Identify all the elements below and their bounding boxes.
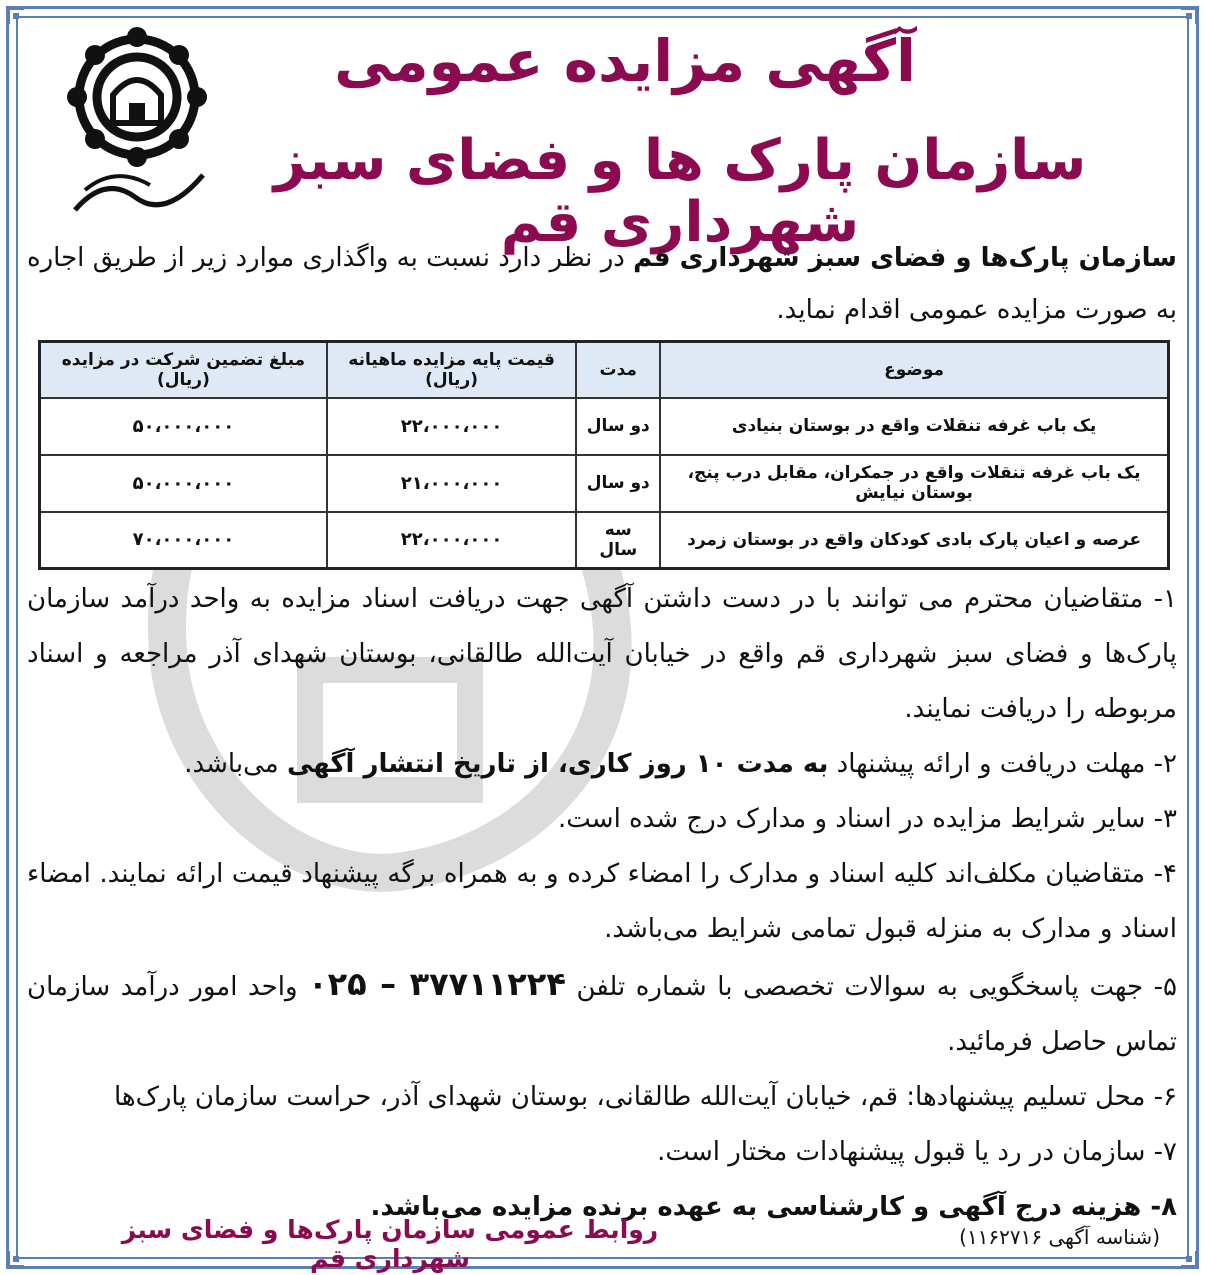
clause-3: ۳- سایر شرایط مزایده در اسناد و مدارک درج شده است. xyxy=(557,804,1177,834)
corner-ornament-icon xyxy=(1179,4,1201,26)
municipality-logo-icon xyxy=(55,25,220,220)
header-guarantee: مبلغ تضمین شرکت در مزایده (ریال) xyxy=(40,342,327,398)
clause-1: ۱- متقاضیان محترم می توانند با در دست داشتن آگهی جهت دریافت اسناد مزایده به واحد درآمد سازمان پارک‌ها و فضای سبز شهرداری قم واقع در خیابان آیت‌الله طالقانی، بوستان شهدای آذر مراجعه و اسناد مربوطه را دریافت نمایند. xyxy=(27,584,1177,724)
clause-8-text: ۸- هزینه درج آگهی و کارشناسی به عهده برنده مزایده می‌باشد. xyxy=(370,1192,1177,1222)
page-subtitle: سازمان پارک ها و فضای سبز شهرداری قم xyxy=(273,128,1087,255)
clause-7: ۷- سازمان در رد یا قبول پیشنهادات مختار است. xyxy=(657,1137,1177,1167)
phone-number: ۳۷۷۱۱۲۲۴ – ۰۲۵ xyxy=(308,965,566,1003)
cell-duration: دو سال xyxy=(576,398,660,455)
clause-4: ۴- متقاضیان مکلف‌اند کلیه اسناد و مدارک را امضاء کرده و به همراه برگه پیشنهاد قیمت ارائه نمایند. امضاء اسناد و مدارک به منزله قبول تمامی شرایط می‌باشد. xyxy=(27,859,1177,944)
table-row xyxy=(40,512,1169,569)
cell-base-price: ۲۲،۰۰۰،۰۰۰ xyxy=(327,398,576,455)
cell-base-price: ۲۲،۰۰۰،۰۰۰ xyxy=(327,512,576,569)
clause-5 xyxy=(27,957,1177,1070)
cell-subject: یک باب غرفه تنقلات واقع در بوستان بنیادی xyxy=(660,398,1168,455)
corner-ornament-icon xyxy=(4,1249,26,1271)
cell-subject: یک باب غرفه تنقلات واقع در جمکران، مقابل درب پنج، بوستان نیایش xyxy=(660,455,1168,512)
clause-2 xyxy=(27,737,1177,792)
header-base-price: قیمت پایه مزایده ماهیانه (ریال) xyxy=(327,342,576,398)
clause-5-end: واحد امور درآمد سازمان تماس حاصل فرمائید. xyxy=(27,972,1177,1057)
auction-items-table xyxy=(38,340,1170,570)
ad-id: (شناسه آگهی ۱۱۶۲۷۱۶) xyxy=(959,1225,1160,1249)
corner-ornament-icon xyxy=(1179,1249,1201,1271)
clause-6: ۶- محل تسلیم پیشنهادها: قم، خیابان آیت‌الله طالقانی، بوستان شهدای آذر، حراست سازمان پارک‌ها xyxy=(113,1082,1177,1112)
clause-2-end: می‌باشد. xyxy=(184,749,287,779)
cell-guarantee: ۵۰،۰۰۰،۰۰۰ xyxy=(40,455,327,512)
clause-2-text: ۲- مهلت دریافت و ارائه پیشنهاد xyxy=(828,749,1177,779)
header-subject: موضوع xyxy=(660,342,1168,398)
table-row xyxy=(40,455,1169,512)
cell-duration: سه سال xyxy=(576,512,660,569)
cell-subject: عرصه و اعیان پارک بادی کودکان واقع در بوستان زمرد xyxy=(660,512,1168,569)
intro-paragraph xyxy=(27,232,1177,336)
corner-ornament-icon xyxy=(4,4,26,26)
clause-2-deadline: به مدت ۱۰ روز کاری، از تاریخ انتشار آگهی xyxy=(286,749,829,779)
org-name: سازمان پارک‌ها و فضای سبز شهرداری قم xyxy=(633,243,1177,273)
cell-guarantee: ۷۰،۰۰۰،۰۰۰ xyxy=(40,512,327,569)
table-header-row xyxy=(40,342,1169,398)
public-relations-signature: روابط عمومی سازمان پارک‌ها و فضای سبز شهرداری قم xyxy=(121,1215,659,1273)
intro-text: در نظر دارد نسبت به واگذاری موارد زیر از طریق اجاره به صورت مزایده عمومی اقدام نماید. xyxy=(27,243,1177,325)
page-title: آگهی مزایده عمومی xyxy=(334,27,916,95)
cell-duration: دو سال xyxy=(576,455,660,512)
conditions-list xyxy=(27,572,1177,1235)
table-row xyxy=(40,398,1169,455)
clause-5-text: ۵- جهت پاسخگویی به سوالات تخصصی با شماره تلفن xyxy=(565,972,1178,1002)
header-duration: مدت xyxy=(576,342,660,398)
cell-guarantee: ۵۰،۰۰۰،۰۰۰ xyxy=(40,398,327,455)
cell-base-price: ۲۱،۰۰۰،۰۰۰ xyxy=(327,455,576,512)
